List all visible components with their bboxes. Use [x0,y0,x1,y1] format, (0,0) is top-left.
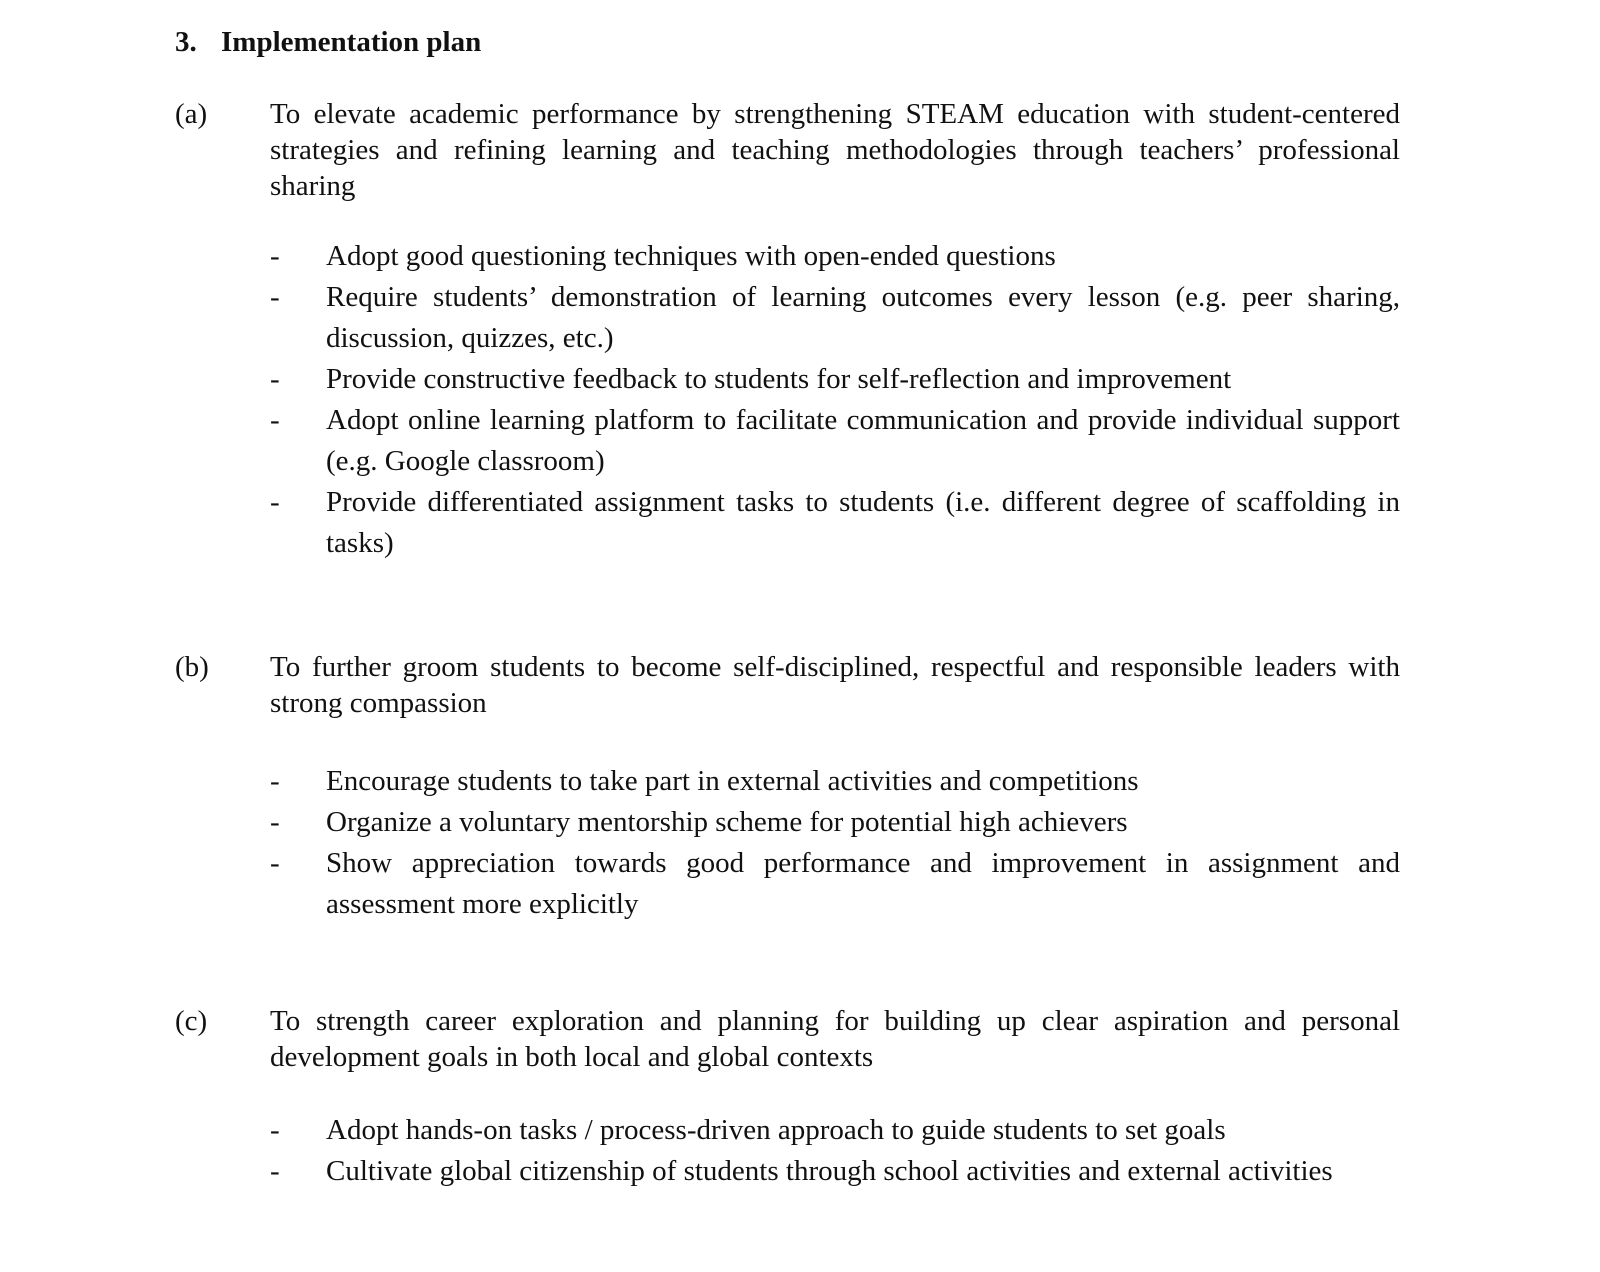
item-goal-c: To strength career exploration and planning for building up clear aspiration and personal development goals in both local and global contexts [270,1005,1400,1073]
bullet-text: Adopt online learning platform to facilitate communication and provide individual support (e.g. Google classroom) [326,404,1400,477]
item-marker-b: (b) [175,651,209,683]
bullet-text: Cultivate global citizenship of students through school activities and external activities [326,1155,1333,1187]
list-item [270,482,1400,564]
list-item [270,1151,1400,1192]
list-item [270,761,1400,802]
bullet-dash: - [270,1155,280,1187]
bullet-dash: - [270,765,280,797]
bullet-dash: - [270,363,280,395]
bullet-dash: - [270,806,280,838]
bullet-dash: - [270,1114,280,1146]
bullet-text: Encourage students to take part in external activities and competitions [326,765,1139,797]
list-item [270,802,1400,843]
bullet-list-a [270,236,1400,564]
bullet-text: Provide differentiated assignment tasks to students (i.e. different degree of scaffolding in tasks) [326,486,1400,559]
item-marker-a: (a) [175,98,208,130]
section-number: 3. [175,26,197,58]
bullet-text: Adopt good questioning techniques with open-ended questions [326,240,1056,272]
list-item [270,843,1400,925]
bullet-text: Require students’ demonstration of learning outcomes every lesson (e.g. peer sharing, discussion, quizzes, etc.) [326,281,1400,354]
bullet-text: Organize a voluntary mentorship scheme for potential high achievers [326,806,1128,838]
bullet-dash: - [270,240,280,272]
section-heading [175,22,481,62]
bullet-list-c [270,1110,1400,1192]
bullet-list-b [270,761,1400,925]
bullet-dash: - [270,281,280,313]
bullet-dash: - [270,847,280,879]
bullet-dash: - [270,404,280,436]
list-item [270,277,1400,359]
bullet-text: Provide constructive feedback to students for self-reflection and improvement [326,363,1232,395]
bullet-text: Show appreciation towards good performance and improvement in assignment and assessment more explicitly [326,847,1400,920]
list-item [270,236,1400,277]
list-item [270,400,1400,482]
section-title: Implementation plan [221,26,482,58]
item-goal-a: To elevate academic performance by strengthening STEAM education with student-centered strategies and refining learning and teaching methodologies through teachers’ professional sharing [270,98,1400,202]
bullet-dash: - [270,486,280,518]
list-item [270,1110,1400,1151]
item-goal-b: To further groom students to become self-disciplined, respectful and responsible leaders with strong compassion [270,651,1400,719]
list-item [270,359,1400,400]
item-marker-c: (c) [175,1005,208,1037]
bullet-text: Adopt hands-on tasks / process-driven approach to guide students to set goals [326,1114,1226,1146]
